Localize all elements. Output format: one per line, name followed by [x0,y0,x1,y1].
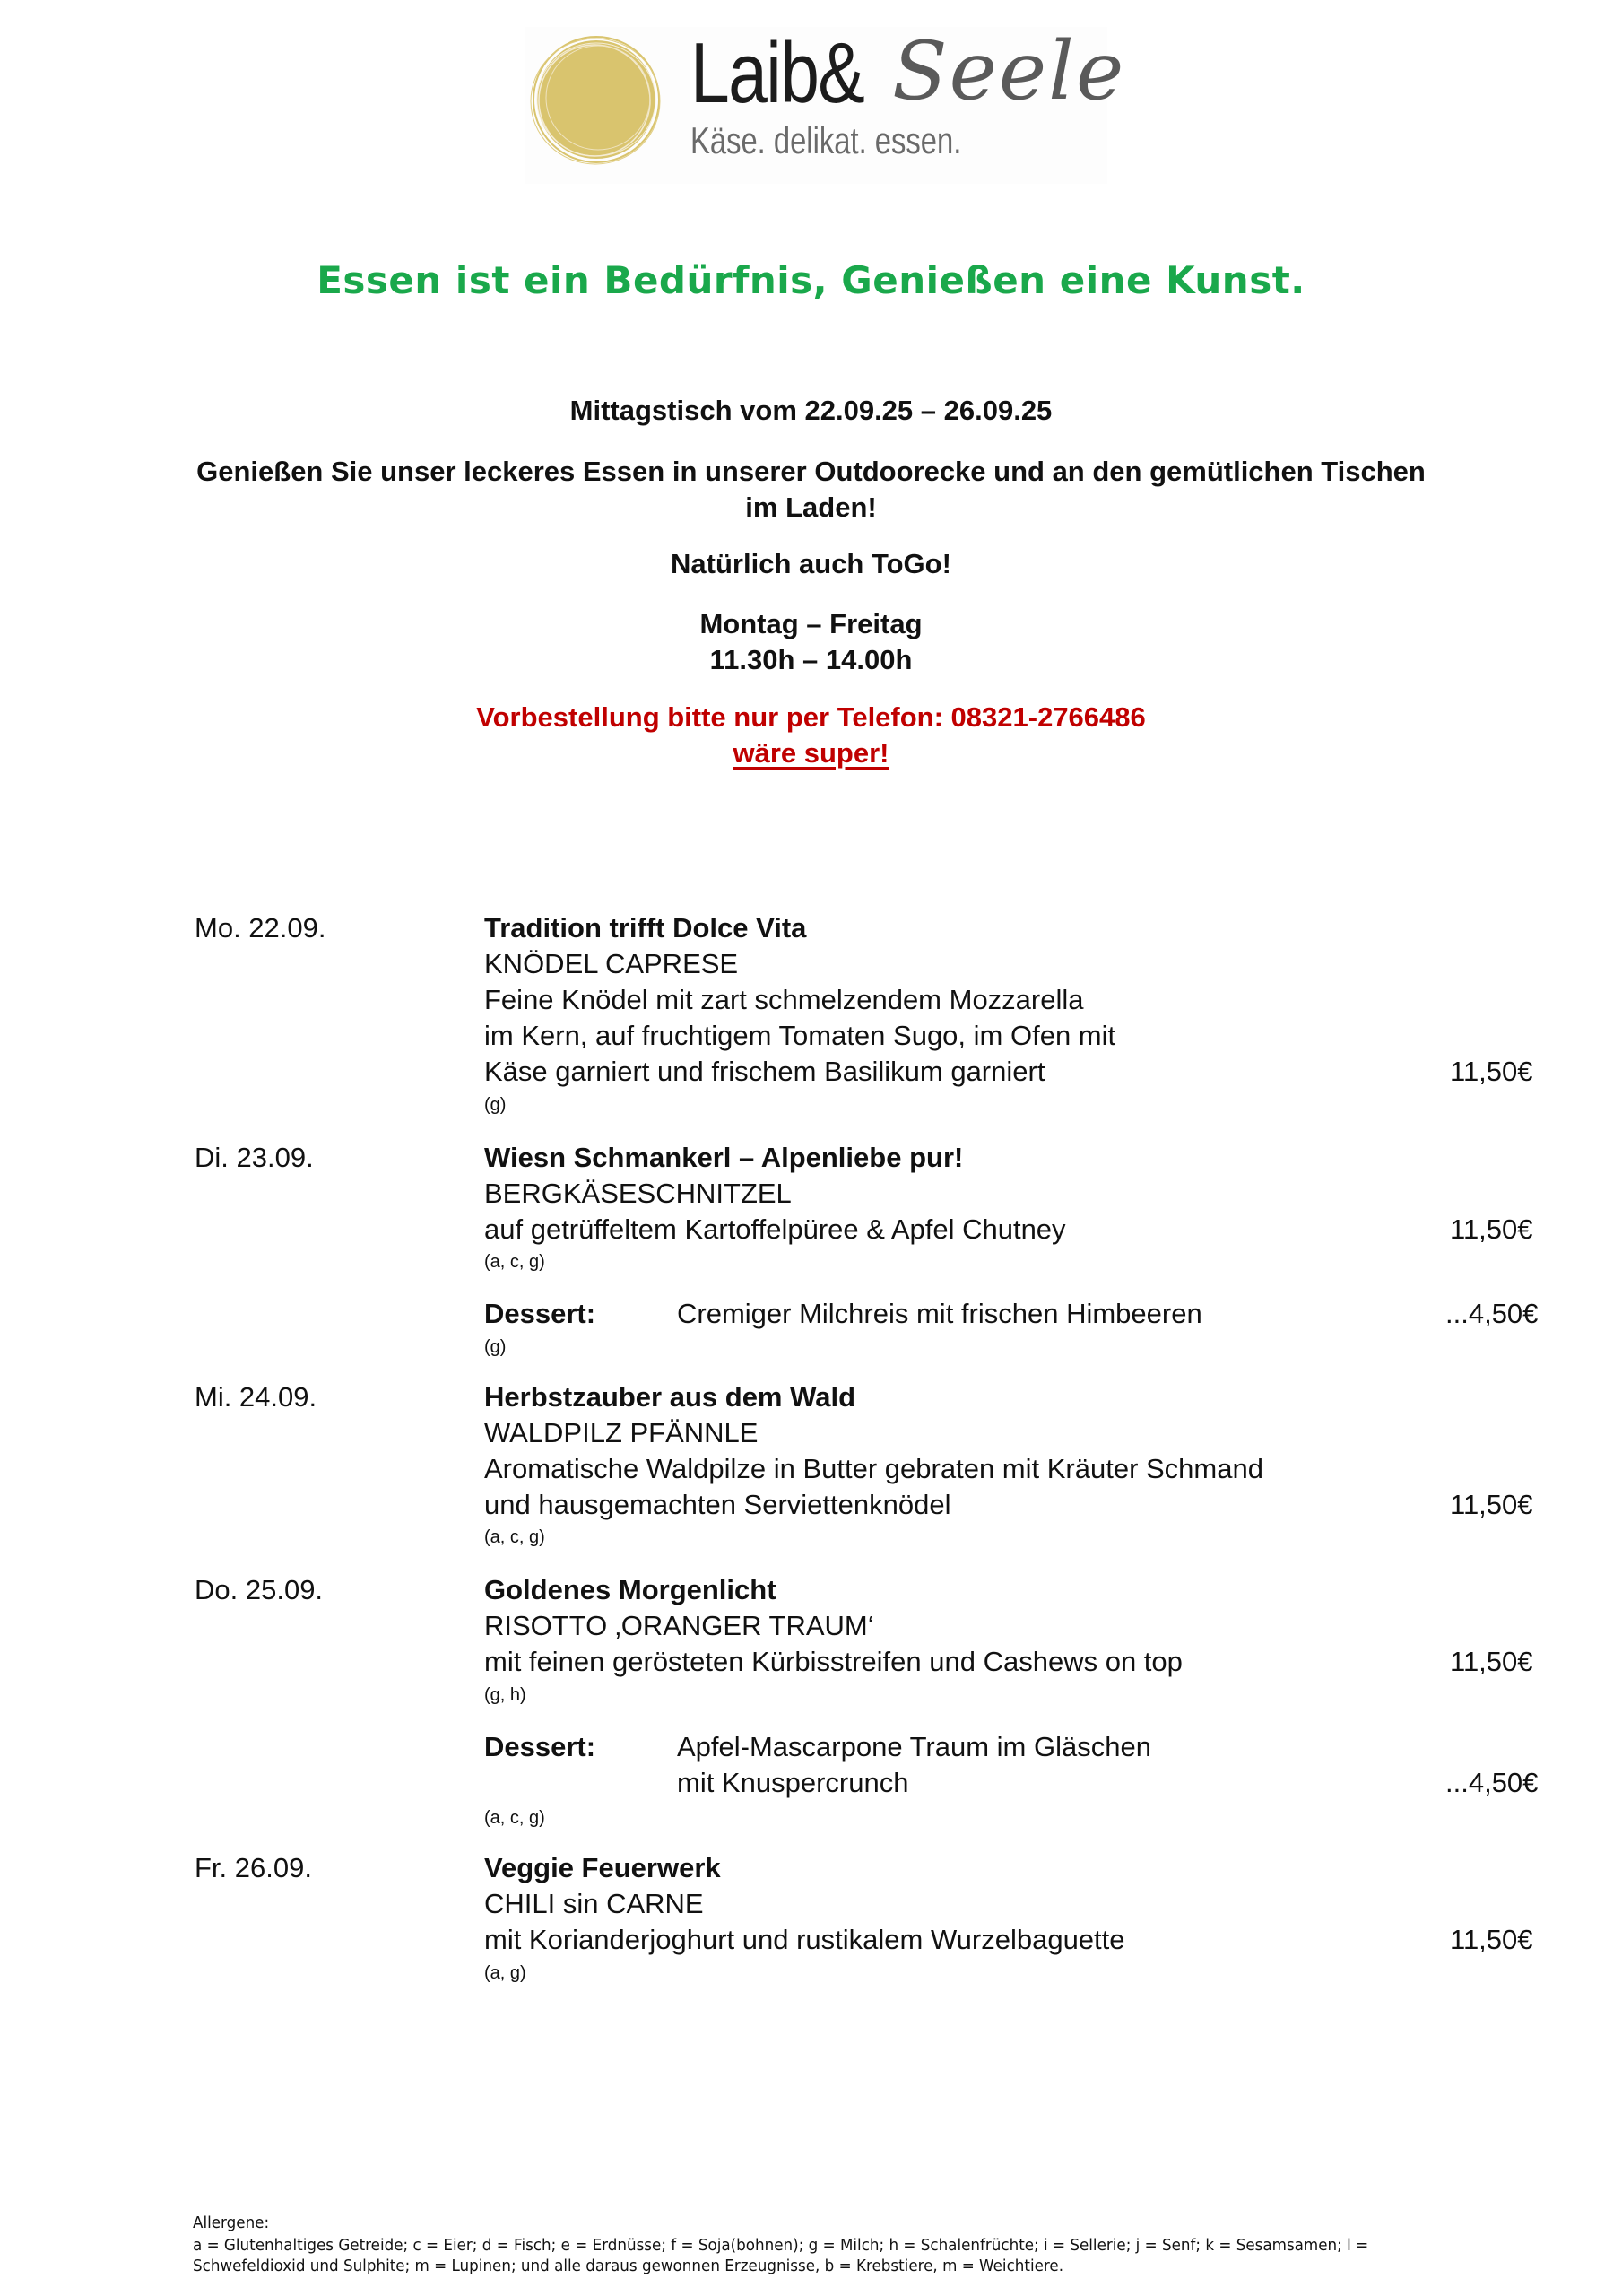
logo-circle-icon [529,32,664,167]
dish-desc-line: im Kern, auf fruchtigem Tomaten Sugo, im Ofen mit [484,1020,1116,1051]
day-label: Do. 25.09. [195,1574,324,1605]
allergen-line-1: a = Glutenhaltiges Getreide; c = Eier; d = Fisch; e = Erdnüsse; f = Soja(bohnen); g = Milch; h = Schalenfrüchte; i = Sellerie; j = Senf; k = Sesamsamen; l = [193,2236,1369,2255]
week-title: Mittagstisch vom 22.09.25 – 26.09.25 [569,395,1053,426]
allergen-line-2: Schwefeldioxid und Sulphite; m = Lupinen; und alle daraus gewonnen Erzeugnisse, b = Krebstiere, m = Weichtiere. [193,2257,1064,2275]
dessert-price: ...4,50€ [1445,1767,1539,1798]
dish-name: KNÖDEL CAPRESE [484,948,739,979]
dish-desc-line: Käse garniert und frischem Basilikum garniert [484,1056,1045,1087]
dessert-price: ...4,50€ [1445,1298,1539,1329]
dish-desc-line: mit Korianderjoghurt und rustikalem Wurzelbaguette [484,1924,1125,1955]
dessert-allergens: (g) [484,1337,507,1357]
day-label: Mi. 24.09. [195,1381,317,1413]
day-label: Mo. 22.09. [195,912,326,944]
dessert-text: Cremiger Milchreis mit frischen Himbeeren [677,1298,1202,1329]
dish-allergens: (g) [484,1095,507,1115]
dish-title: Herbstzauber aus dem Wald [484,1381,856,1413]
brand-logo [525,24,1126,184]
dish-price: 11,50€ [1450,1056,1533,1087]
dish-name: BERGKÄSESCHNITZEL [484,1178,792,1209]
day-label: Di. 23.09. [195,1142,314,1173]
slogan-heading: Essen ist ein Bedürfnis, Genießen eine Kunst. [317,258,1305,302]
preorder-phone: Vorbestellung bitte nur per Telefon: 08321-2766486 [476,701,1146,733]
dessert-text: Apfel-Mascarpone Traum im Gläschen [677,1731,1151,1762]
dish-title: Tradition trifft Dolce Vita [484,912,807,944]
invite-line-2: im Laden! [745,491,877,523]
dish-allergens: (g, h) [484,1685,526,1705]
dish-desc-line: mit feinen gerösteten Kürbisstreifen und Cashews on top [484,1646,1183,1677]
dish-allergens: (a, c, g) [484,1252,545,1272]
dish-desc-line: auf getrüffeltem Kartoffelpüree & Apfel Chutney [484,1213,1066,1245]
logo-brand-main: Laib& [690,25,864,121]
dish-allergens: (a, c, g) [484,1527,545,1547]
dessert-allergens: (a, c, g) [484,1808,545,1828]
dessert-text: mit Knuspercrunch [677,1767,909,1798]
opening-hours: 11.30h – 14.00h [709,644,913,675]
dish-title: Wiesn Schmankerl – Alpenliebe pur! [484,1142,964,1173]
dish-desc-line: und hausgemachten Serviettenknödel [484,1489,951,1520]
dish-name: RISOTTO ‚ORANGER TRAUM‘ [484,1610,874,1641]
dish-price: 11,50€ [1450,1489,1533,1520]
preorder-note [0,737,1622,770]
dessert-label: Dessert: [484,1298,596,1329]
dessert-label: Dessert: [484,1731,596,1762]
allergen-heading: Allergene: [193,2213,270,2232]
dish-name: WALDPILZ PFÄNNLE [484,1417,759,1448]
preorder-note-text: wäre super! [733,737,889,769]
dish-price: 11,50€ [1450,1924,1533,1955]
dish-desc-line: Feine Knödel mit zart schmelzendem Mozzarella [484,984,1084,1015]
dish-title: Veggie Feuerwerk [484,1852,721,1883]
dish-price: 11,50€ [1450,1213,1533,1245]
dish-name: CHILI sin CARNE [484,1888,704,1919]
dish-allergens: (a, g) [484,1963,526,1983]
invite-line-1: Genießen Sie unser leckeres Essen in unserer Outdoorecke und an den gemütlichen Tischen [196,456,1426,487]
dish-price: 11,50€ [1450,1646,1533,1677]
togo-note: Natürlich auch ToGo! [671,548,951,579]
opening-days: Montag – Freitag [699,608,923,639]
day-label: Fr. 26.09. [195,1852,312,1883]
logo-brand-script: Seele [892,24,1126,118]
dish-desc-line: Aromatische Waldpilze in Butter gebraten mit Kräuter Schmand [484,1453,1263,1484]
dish-title: Goldenes Morgenlicht [484,1574,776,1605]
logo-tagline: Käse. delikat. essen. [690,119,962,161]
